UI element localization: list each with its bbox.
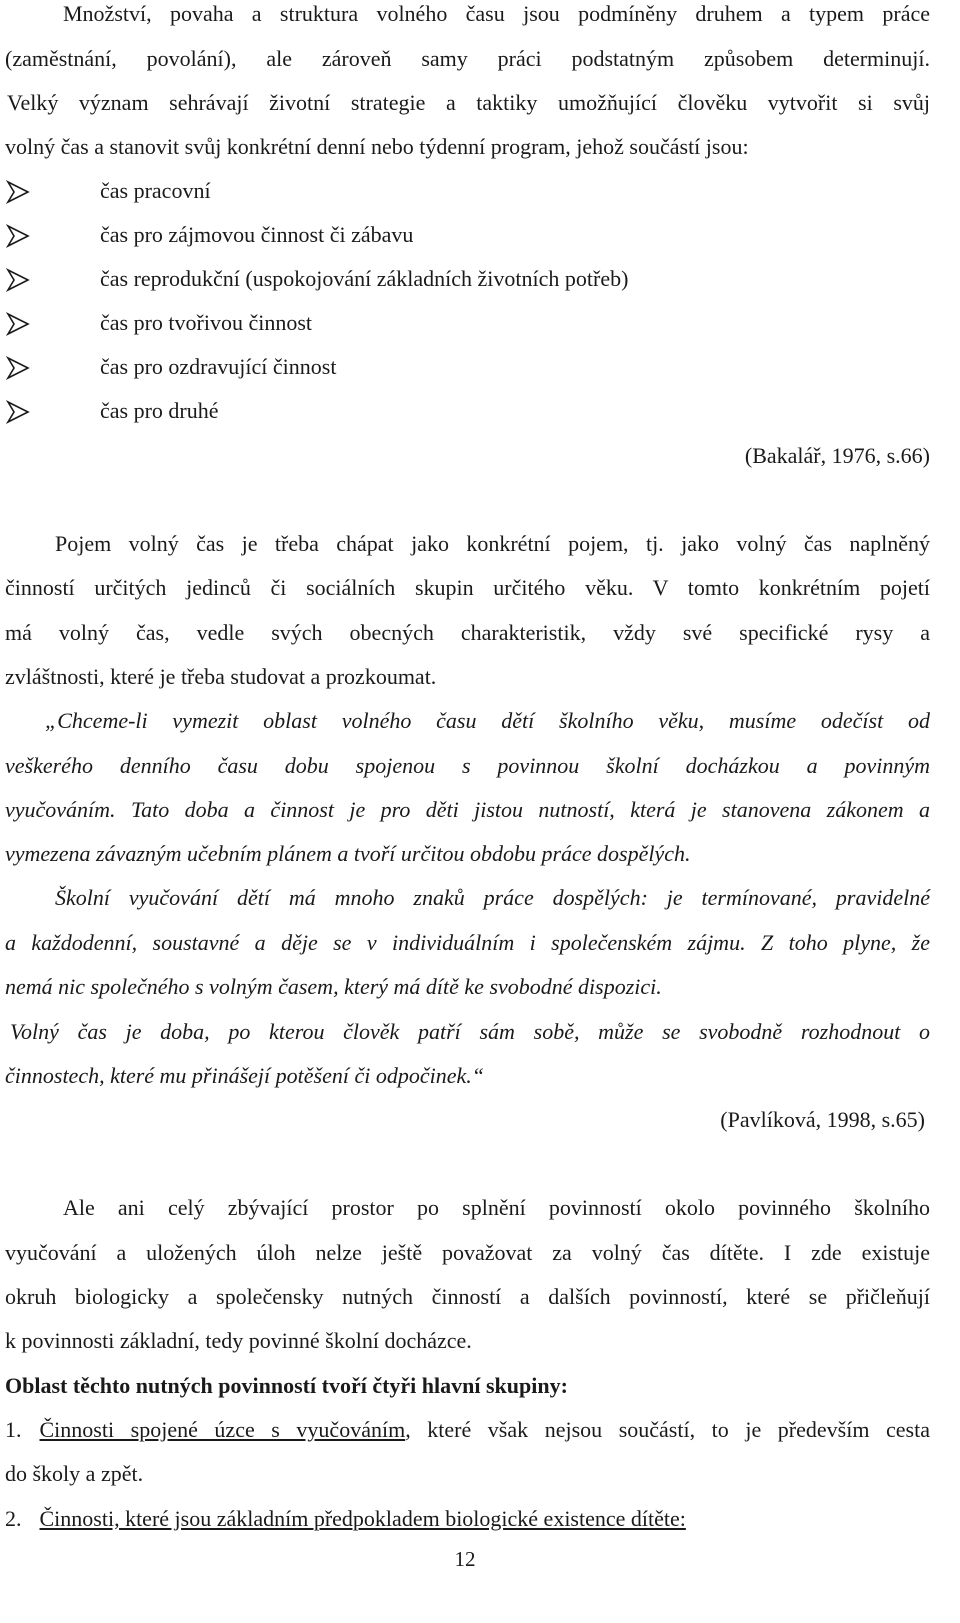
intro-line-3: Velký význam sehrávají životní strategie a taktiky umožňující člověku vytvořit si svůj — [7, 90, 930, 115]
list-item-text: čas pro zájmovou činnost či zábavu — [100, 222, 414, 247]
para3-line-3: okruh biologicky a společensky nutných činností a dalších povinností, které se přičleňují — [5, 1284, 930, 1309]
quote-line-8: Volný čas je doba, po kterou člověk patří sám sobě, může se svobodně rozhodnout o — [10, 1019, 930, 1044]
group-item-1-continuation: do školy a zpět. — [5, 1461, 144, 1486]
arrowhead-bullet-icon — [5, 311, 31, 337]
arrowhead-bullet-icon — [5, 399, 31, 425]
para2-line-4: zvláštnosti, které je třeba studovat a prozkoumat. — [5, 664, 437, 689]
group-number: 2. — [5, 1506, 22, 1531]
quote-line-5: Školní vyučování dětí má mnoho znaků práce dospělých: je termínované, pravidelné — [55, 885, 930, 910]
intro-line-2: (zaměstnání, povolání), ale zároveň samy práci podstatným způsobem determinují. — [5, 46, 930, 71]
quote-line-2: veškerého denního času dobu spojenou s povinnou školní docházkou a povinným — [5, 753, 930, 778]
para3-line-4: k povinnosti základní, tedy povinné školní docházce. — [5, 1328, 472, 1353]
para2-line-3: má volný čas, vedle svých obecných charakteristik, vždy své specifické rysy a — [5, 620, 930, 645]
quote-line-4: vymezena závazným učebním plánem a tvoří určitou obdobu práce dospělých. — [5, 841, 691, 866]
intro-line-4: volný čas a stanovit svůj konkrétní denní nebo týdenní program, jehož součástí jsou: — [5, 134, 749, 159]
citation-pavlikova: (Pavlíková, 1998, s.65) — [720, 1107, 925, 1132]
quote-line-9: činnostech, které mu přinášejí potěšení či odpočinek.“ — [5, 1063, 484, 1088]
page-number: 12 — [454, 1547, 476, 1571]
group-title-underlined: Činnosti, které jsou základním předpokladem biologické existence dítěte: — [39, 1506, 686, 1531]
intro-line-1: Množství, povaha a struktura volného času jsou podmíněny druhem a typem práce — [63, 1, 930, 26]
quote-line-3: vyučováním. Tato doba a činnost je pro děti jistou nutností, která je stanovena zákonem a — [5, 797, 930, 822]
para3-line-2: vyučování a uložených úloh nelze ještě považovat za volný čas dítěte. I zde existuje — [5, 1240, 930, 1265]
para2-line-1: Pojem volný čas je třeba chápat jako konkrétní pojem, tj. jako volný čas naplněný — [55, 531, 930, 556]
list-item-text: čas pracovní — [100, 178, 211, 203]
para2-line-2: činností určitých jedinců či sociálních skupin určitého věku. V tomto konkrétním pojetí — [5, 575, 930, 600]
quote-line-1: „Chceme-li vymezit oblast volného času dětí školního věku, musíme odečíst od — [45, 708, 930, 733]
arrowhead-bullet-icon — [5, 223, 31, 249]
list-item-text: čas pro druhé — [100, 398, 219, 423]
section-heading: Oblast těchto nutných povinností tvoří čtyři hlavní skupiny: — [5, 1373, 568, 1398]
list-item-text: čas pro tvořivou činnost — [100, 310, 313, 335]
quote-line-7: nemá nic společného s volným časem, který má dítě ke svobodné dispozici. — [5, 974, 662, 999]
group-number: 1. — [5, 1417, 22, 1442]
para3-line-1: Ale ani celý zbývající prostor po splnění povinností okolo povinného školního — [63, 1195, 930, 1220]
list-item-text: čas reprodukční (uspokojování základních životních potřeb) — [100, 266, 629, 291]
arrowhead-bullet-icon — [5, 267, 31, 293]
arrowhead-bullet-icon — [5, 355, 31, 381]
group-description: , které však nejsou součástí, to je především cesta — [405, 1417, 930, 1442]
group-item-2 — [5, 1496, 930, 1542]
list-item-text: čas pro ozdravující činnost — [100, 354, 337, 379]
group-item-1 — [5, 1407, 930, 1453]
arrowhead-bullet-icon — [5, 179, 31, 205]
group-title-underlined: Činnosti spojené úzce s vyučováním — [39, 1417, 406, 1442]
quote-line-6: a každodenní, soustavné a děje se v individuálním i společenském zájmu. Z toho plyne, že — [5, 930, 930, 955]
citation-bakalar: (Bakalář, 1976, s.66) — [744, 443, 930, 468]
